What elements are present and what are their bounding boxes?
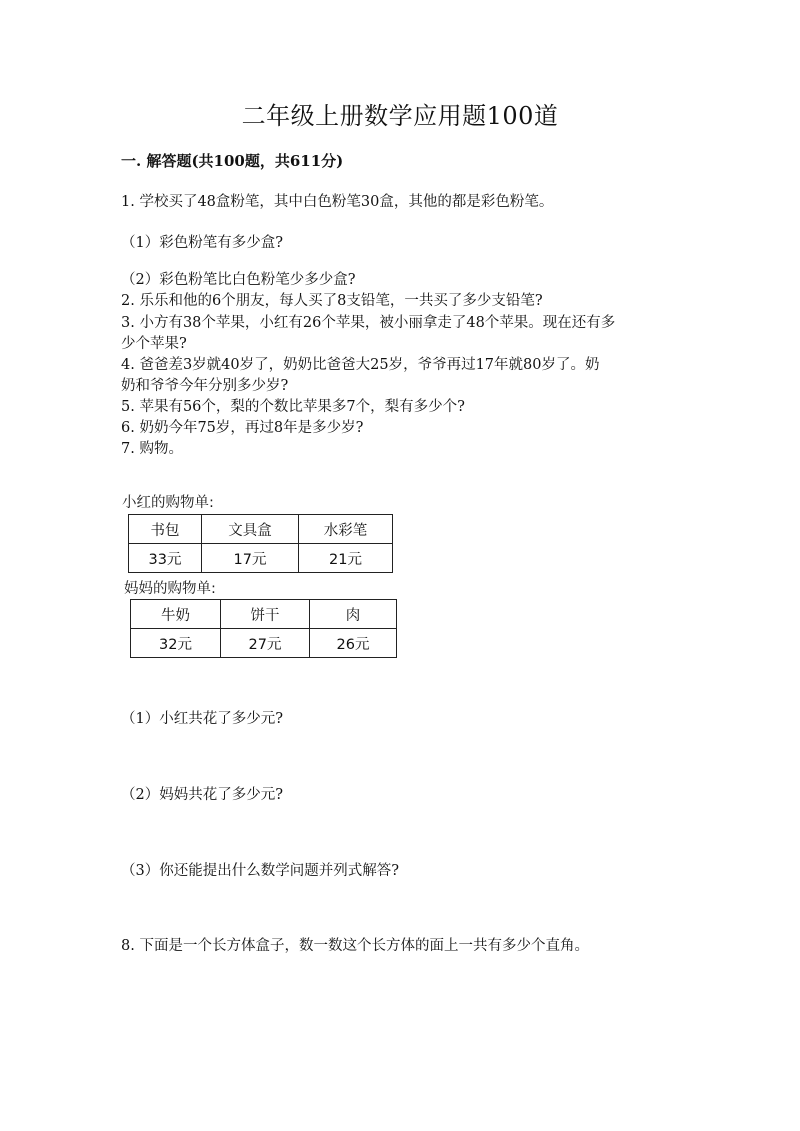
table-row (131, 600, 397, 629)
item-price: 32元 (131, 629, 221, 658)
item-price: 17元 (202, 544, 299, 573)
question-3-line-1: 3. 小方有38个苹果，小红有26个苹果，被小丽拿走了48个苹果。现在还有多 (121, 315, 616, 331)
question-4-line-2: 奶和爷爷今年分别多少岁? (121, 378, 289, 394)
item-name: 饼干 (221, 600, 310, 629)
item-price: 33元 (129, 544, 202, 573)
section-heading: 一. 解答题(共100题，共611分) (121, 152, 344, 170)
item-price: 21元 (299, 544, 393, 573)
question-7-part-2: （2）妈妈共花了多少元? (121, 787, 283, 803)
question-1-part-2: （2）彩色粉笔比白色粉笔少多少盒? (121, 272, 356, 288)
table-row (129, 544, 393, 573)
item-name: 书包 (129, 515, 202, 544)
question-1: 1. 学校买了48盒粉笔，其中白色粉笔30盒，其他的都是彩色粉笔。 (121, 194, 554, 210)
question-4-line-1: 4. 爸爸差3岁就40岁了，奶奶比爸爸大25岁，爷爷再过17年就80岁了。奶 (121, 357, 600, 373)
item-price: 27元 (221, 629, 310, 658)
xiaohong-list-caption: 小红的购物单: (122, 495, 214, 511)
question-7-part-3: （3）你还能提出什么数学问题并列式解答? (121, 863, 399, 879)
question-3-line-2: 少个苹果? (121, 336, 187, 352)
item-name: 牛奶 (131, 600, 221, 629)
question-6: 6. 奶奶今年75岁，再过8年是多少岁? (121, 420, 364, 436)
item-name: 文具盒 (202, 515, 299, 544)
question-7-part-1: （1）小红共花了多少元? (121, 711, 283, 727)
question-8: 8. 下面是一个长方体盒子，数一数这个长方体的面上一共有多少个直角。 (121, 938, 589, 954)
table-row (129, 515, 393, 544)
question-1-part-1: （1）彩色粉笔有多少盒? (121, 235, 283, 251)
xiaohong-shopping-table (128, 514, 393, 573)
table-row (131, 629, 397, 658)
item-name: 肉 (310, 600, 397, 629)
item-name: 水彩笔 (299, 515, 393, 544)
mama-shopping-table (130, 599, 397, 658)
question-5: 5. 苹果有56个，梨的个数比苹果多7个，梨有多少个? (121, 399, 465, 415)
mama-list-caption: 妈妈的购物单: (124, 581, 216, 597)
item-price: 26元 (310, 629, 397, 658)
page-title: 二年级上册数学应用题100道 (241, 102, 559, 130)
question-7: 7. 购物。 (121, 441, 183, 457)
question-2: 2. 乐乐和他的6个朋友，每人买了8支铅笔，一共买了多少支铅笔? (121, 293, 543, 309)
